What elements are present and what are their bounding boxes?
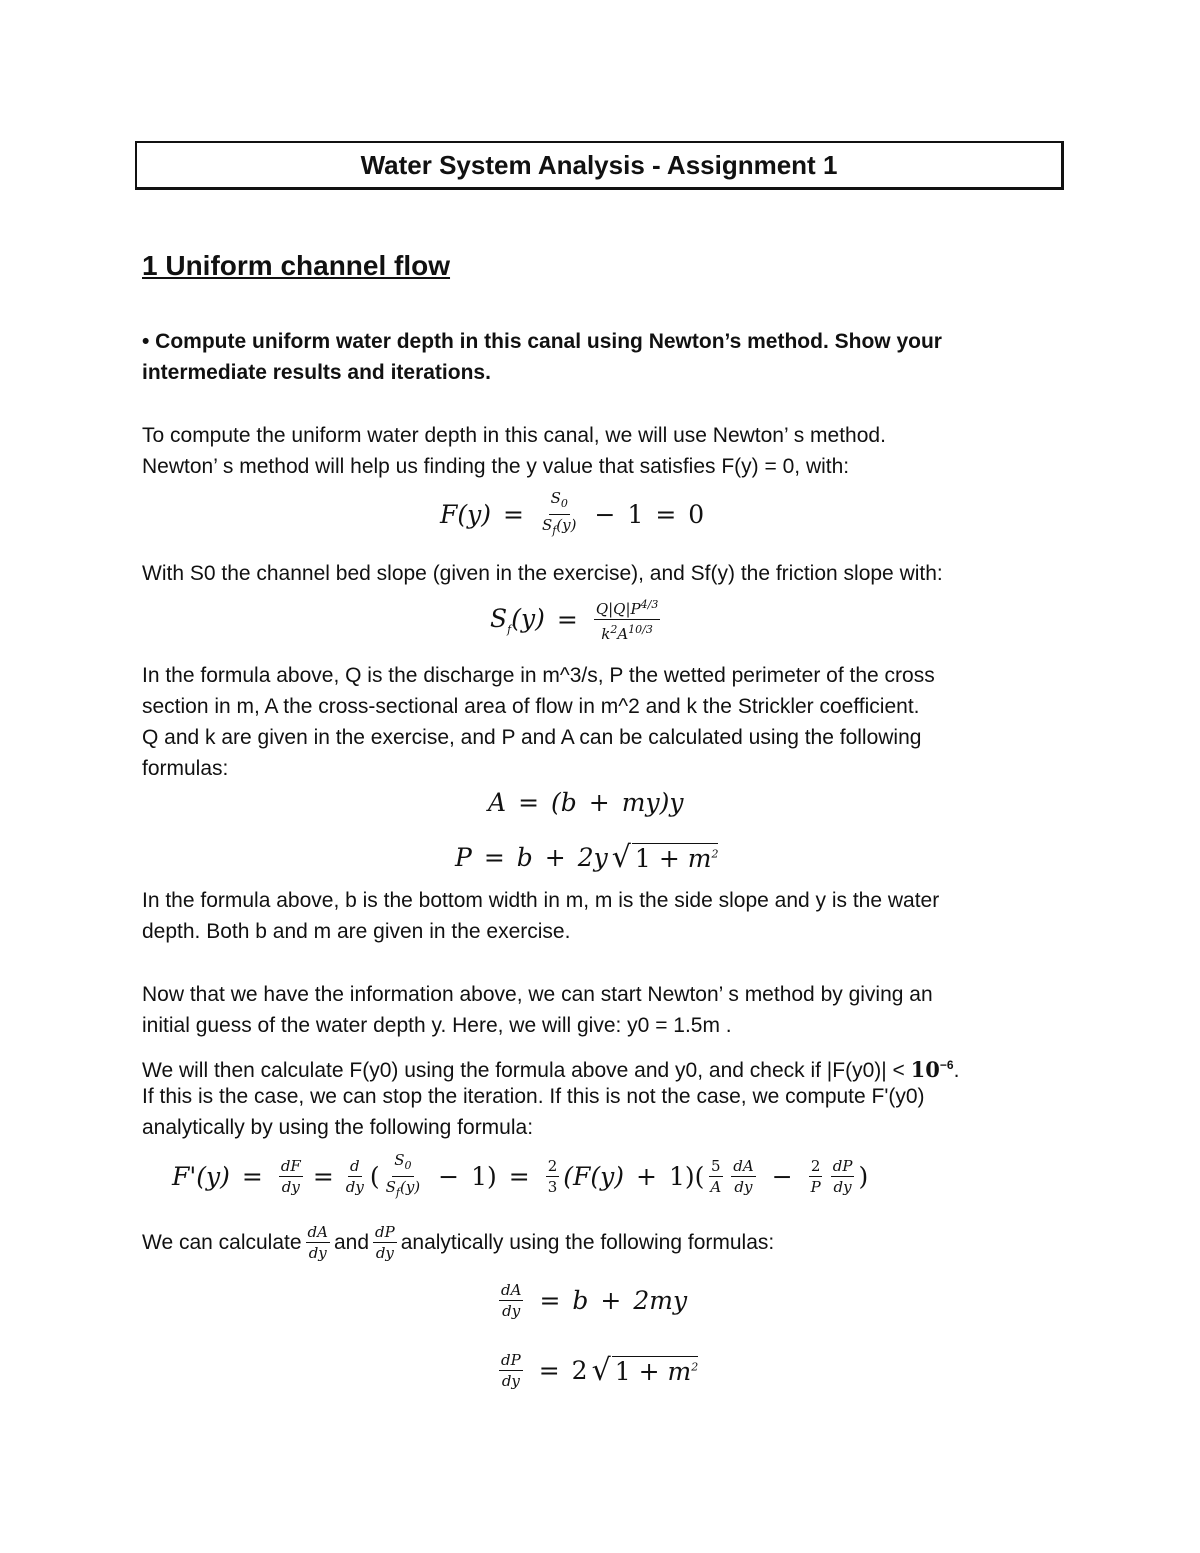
tolerance-base: 10 (910, 1057, 940, 1082)
tolerance-exponent: −6 (939, 1058, 954, 1072)
paragraph: In the formula above, b is the bottom width in m, m is the side slope and y is the water (142, 889, 940, 912)
equation-sf: $S_f(y)$ = $\frac{Q|Q|P^{4/3}}{k^2A^{10/3}}$ (490, 595, 664, 644)
paragraph: initial guess of the water depth y. Here, we will give: y0 = 1.5m . (142, 1014, 732, 1037)
title-box (135, 141, 1064, 190)
equation-dady: $\frac{dA}{dy}$ = b + 2my (501, 1281, 688, 1320)
paragraph: If this is the case, we can stop the iteration. If this is not the case, we compute F'(y0) (142, 1085, 925, 1108)
task-bullet: • Compute uniform water depth in this canal using Newton’s method. Show your (142, 330, 942, 353)
paragraph: Now that we have the information above, we can start Newton’ s method by giving an (142, 983, 933, 1006)
paragraph: With S0 the channel bed slope (given in the exercise), and Sf(y) the friction slope with: (142, 562, 943, 585)
paragraph: analytically by using the following formula: (142, 1116, 534, 1139)
paragraph-text: We can calculate (142, 1230, 302, 1254)
paragraph: In the formula above, Q is the discharge in m^3/s, P the wetted perimeter of the cross (142, 664, 935, 687)
paragraph-text: and (333, 1230, 370, 1254)
paragraph: We can calculate $\frac{dA}{dy}$ and $\frac{dP}{dy}$ analytically using the following formulas: (142, 1223, 775, 1262)
period: . (953, 1059, 960, 1082)
equation-fy: F(y) = $\frac{S_0}{S_f(y)}$ − 1 = 0 (440, 489, 705, 537)
paragraph: formulas: (142, 757, 229, 780)
paragraph-text: We will then calculate F(y0) using the formula above and y0, and check if |F(y0)| < (142, 1059, 905, 1082)
task-bullet-cont: intermediate results and iterations. (142, 361, 491, 384)
paragraph: depth. Both b and m are given in the exercise. (142, 920, 571, 943)
paragraph: section in m, A the cross-sectional area of flow in m^2 and k the Strickler coefficient. (142, 695, 920, 718)
section-heading: 1 Uniform channel flow (142, 250, 451, 281)
document-title: Water System Analysis - Assignment 1 (360, 149, 838, 180)
paragraph: Newton’ s method will help us finding the y value that satisfies F(y) = 0, with: (142, 455, 850, 478)
paragraph: Q and k are given in the exercise, and P and A can be calculated using the following (142, 726, 922, 749)
equation-fprime: F'(y) = $\frac{dF}{dy}$ = $\frac{d}{dy}$ ( $\frac{S_0}{S_f(y)}$ − 1) = $\frac{2}{3}$ (F(y) + 1)( $\frac{5}{A}$ $\frac{dA}{dy}$ − $\frac{2}{P}$ $\frac{dP}{dy}$ ) (172, 1151, 869, 1199)
equation-perimeter: P = b + 2y √ $1 + m^2$ (455, 840, 719, 875)
equation-area: A = (b + my)y (488, 788, 684, 817)
paragraph-text: analytically using the following formulas: (400, 1230, 775, 1254)
equation-dpdy: $\frac{dP}{dy}$ = 2 √ $1 + m^2$ (501, 1351, 699, 1390)
paragraph: To compute the uniform water depth in this canal, we will use Newton’ s method. (142, 424, 886, 447)
